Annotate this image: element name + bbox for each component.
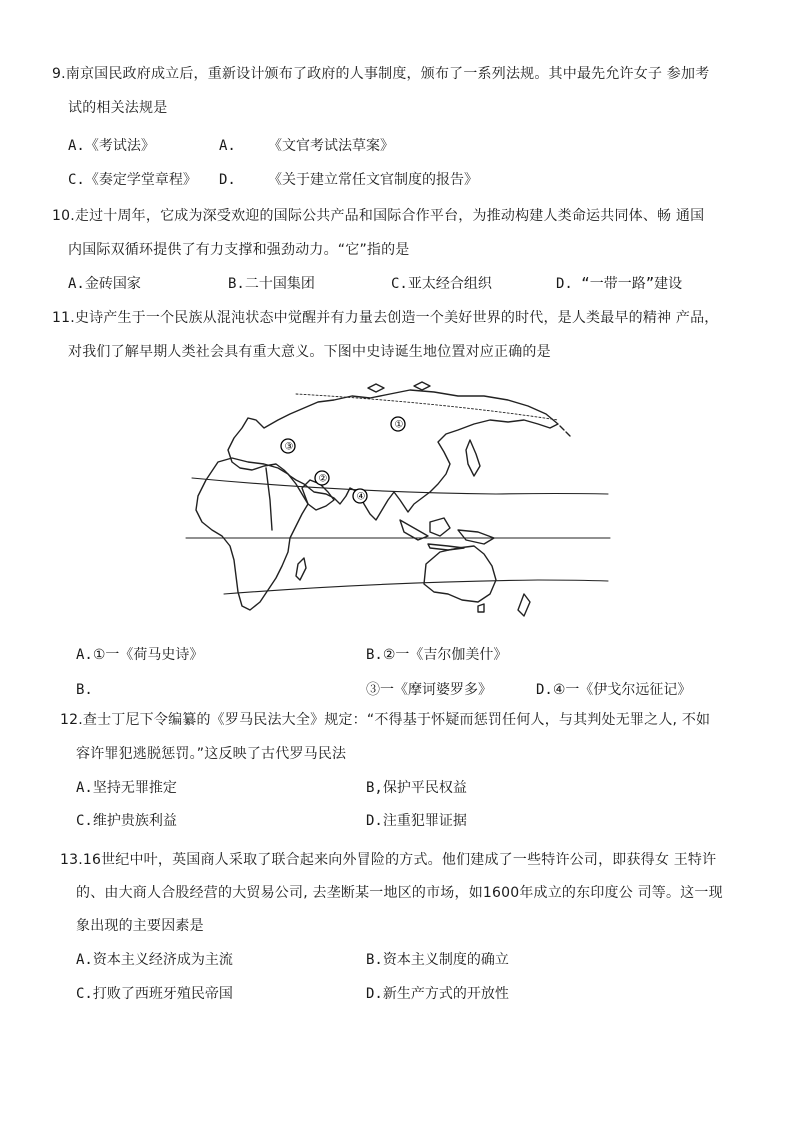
- q11-option-c-letter: B.: [76, 682, 93, 698]
- q12-stem-line2: 容许罪犯逃脱惩罚。”这反映了古代罗马民法: [76, 746, 347, 762]
- q11-stem-line2: 对我们了解早期人类社会具有重大意义。下图中史诗诞生地位置对应正确的是: [68, 344, 551, 360]
- svg-text:③: ③: [284, 441, 294, 453]
- q9-stem-line1: 9.南京国民政府成立后，重新设计颁布了政府的人事制度，颁布了一系列法规。其中最先允许女子 参加考: [52, 66, 710, 82]
- map-latitude-line: [192, 478, 608, 494]
- q9-option-c: C.《奏定学堂章程》: [68, 172, 197, 188]
- q9-option-d-letter: D.: [219, 172, 236, 188]
- q11-option-b: B.②一《吉尔伽美什》: [366, 647, 508, 663]
- svg-text:①: ①: [394, 419, 404, 431]
- q12-stem-line1: 12.查士丁尼下令编纂的《罗马民法大全》规定：“不得基于怀疑而惩罚任何人，与其判处无罪之人, 不如: [60, 712, 711, 728]
- q13-option-a: A.资本主义经济成为主流: [76, 952, 233, 968]
- q13-option-b: B.资本主义制度的确立: [366, 952, 509, 968]
- q12-option-a: A.坚持无罪推定: [76, 780, 177, 796]
- map-marker-4: [353, 489, 367, 503]
- map-japan: [466, 440, 480, 476]
- q13-option-c: C.打败了西班牙殖民帝国: [76, 986, 233, 1002]
- q9-option-a: A.《考试法》: [68, 138, 155, 154]
- q11-stem-line1: 11.史诗产生于一个民族从混沌状态中觉醒并有力量去创造一个美好世界的时代，是人类最早的精神 产品，: [52, 310, 719, 326]
- q9-option-b-text: 《文官考试法草案》: [268, 138, 394, 154]
- map-arctic-island: [368, 384, 384, 392]
- q13-stem-line1: 13.16世纪中叶，英国商人采取了联合起来向外冒险的方式。他们建成了一些特许公司，即获得女 王特许: [60, 852, 717, 868]
- map-arctic-line: [296, 394, 558, 420]
- svg-text:④: ④: [356, 491, 366, 503]
- q9-stem-line2: 试的相关法规是: [68, 100, 168, 116]
- map-marker-2: [315, 471, 329, 485]
- map-nile: [266, 468, 272, 530]
- world-map: [178, 380, 618, 630]
- map-australia: [424, 546, 496, 602]
- map-new-guinea: [458, 530, 494, 544]
- map-marker-1: [391, 417, 405, 431]
- q12-option-c: C.维护贵族利益: [76, 813, 177, 829]
- map-new-zealand: [518, 594, 530, 616]
- map-marker-3: [281, 439, 295, 453]
- map-java: [428, 544, 464, 550]
- map-tasmania: [478, 604, 484, 612]
- q13-stem-line2: 的、由大商人合股经营的大贸易公司, 去垄断某一地区的市场，如1600年成立的东印度公 司等。这一现: [76, 885, 723, 901]
- q11-option-d: D.④一《伊戈尔远征记》: [536, 682, 692, 698]
- q10-stem-line1: 10.走过十周年，它成为深受欢迎的国际公共产品和国际合作平台，为推动构建人类命运共同体、畅 通国: [52, 208, 705, 224]
- map-arctic-island: [414, 382, 430, 390]
- q9-option-d-text: 《关于建立常任文官制度的报告》: [268, 172, 478, 188]
- map-borneo: [430, 518, 450, 536]
- q11-option-a: A.①一《荷马史诗》: [76, 647, 204, 663]
- map-sumatra: [400, 520, 428, 540]
- map-coast-dots: [560, 426, 570, 436]
- q13-stem-line3: 象出现的主要因素是: [76, 918, 204, 934]
- map-africa: [196, 458, 308, 610]
- q11-option-c-text: ③一《摩诃婆罗多》: [366, 682, 492, 698]
- svg-text:②: ②: [318, 473, 328, 485]
- q10-stem-line2: 内国际双循环提供了有力支撑和强劲动力。“它”指的是: [68, 242, 410, 258]
- map-eurasia: [228, 390, 558, 520]
- q9-option-b-letter: A.: [219, 138, 236, 154]
- map-latitude-line: [224, 580, 608, 594]
- q10-option-d: D. “一带一路”建设: [556, 276, 683, 292]
- q13-option-d: D.新生产方式的开放性: [366, 986, 509, 1002]
- q12-option-d: D.注重犯罪证据: [366, 813, 467, 829]
- map-madagascar: [296, 558, 306, 580]
- q10-option-c: C.亚太经合组织: [391, 276, 492, 292]
- q12-option-b: B,保护平民权益: [366, 780, 467, 796]
- q10-option-a: A.金砖国家: [68, 276, 141, 292]
- q10-option-b: B.二十国集团: [228, 276, 315, 292]
